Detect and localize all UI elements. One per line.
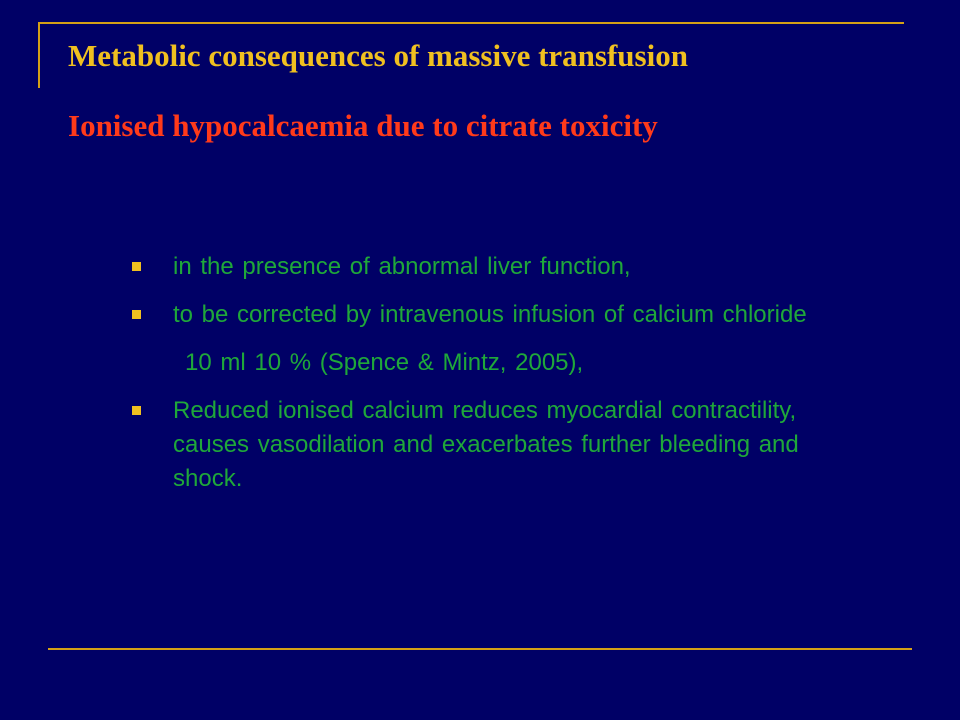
frame-top-line [38, 22, 904, 24]
frame-bottom-line [48, 648, 912, 650]
bullet-text: 10 ml 10 % (Spence & Mintz, 2005), [185, 349, 584, 376]
bullet-item [132, 250, 852, 284]
bullet-text: in the presence of abnormal liver function, [173, 253, 631, 280]
bullet-continuation [132, 346, 852, 380]
frame-left-line [38, 22, 40, 88]
square-bullet-icon [132, 310, 141, 319]
bullet-text: to be corrected by intravenous infusion of calcium chloride [173, 301, 807, 328]
bullet-list [132, 250, 852, 496]
bullet-item [132, 298, 852, 332]
slide-subtitle: Ionised hypocalcaemia due to citrate toxicity [68, 108, 658, 143]
square-bullet-icon [132, 262, 141, 271]
bullet-text: Reduced ionised calcium reduces myocardial contractility, causes vasodilation and exacerbates further bleeding and shock. [173, 397, 799, 492]
bullet-item [132, 394, 852, 496]
square-bullet-icon [132, 406, 141, 415]
slide-title: Metabolic consequences of massive transfusion [68, 38, 688, 73]
